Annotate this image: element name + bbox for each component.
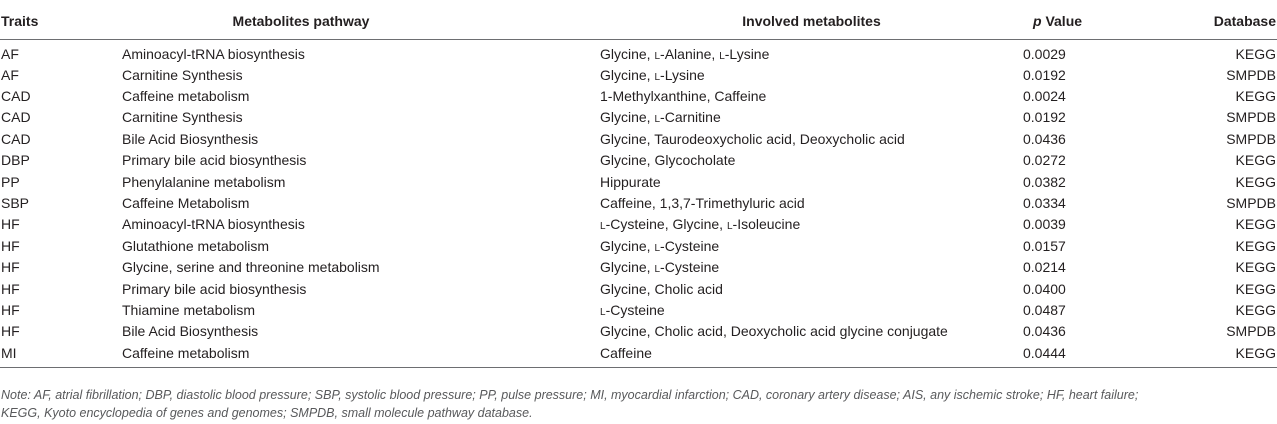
pathway-cell: Carnitine Synthesis xyxy=(122,66,243,83)
table-row xyxy=(0,192,1277,213)
header-pvalue-rest: Value xyxy=(1041,12,1083,29)
database-cell: SMPDB xyxy=(1226,66,1276,83)
header-metabolites: Involved metabolites xyxy=(600,4,1023,40)
pathway-cell: Thiamine metabolism xyxy=(122,301,256,318)
pvalue-cell: 0.0436 xyxy=(1023,130,1066,147)
metabolites-cell: Glycine, Glycocholate xyxy=(600,152,736,169)
metabolites-cell: Glycine, Taurodeoxycholic acid, Deoxycholic acid xyxy=(600,130,905,147)
database-cell: KEGG xyxy=(1146,342,1277,368)
trait-cell: HF xyxy=(1,216,20,233)
trait-cell: HF xyxy=(1,280,20,297)
pvalue-cell: 0.0039 xyxy=(1023,216,1066,233)
table-row xyxy=(0,40,1277,65)
database-cell: SMPDB xyxy=(1226,109,1276,126)
pvalue-cell: 0.0444 xyxy=(1023,342,1146,368)
metabolites-cell: Glycine, l-Carnitine xyxy=(600,109,721,126)
pathway-cell: Primary bile acid biosynthesis xyxy=(122,280,307,297)
pvalue-cell: 0.0487 xyxy=(1023,301,1066,318)
database-cell: KEGG xyxy=(1235,280,1276,297)
table-row xyxy=(0,85,1277,106)
database-cell: KEGG xyxy=(1235,259,1276,276)
pvalue-cell: 0.0334 xyxy=(1023,195,1066,212)
database-cell: KEGG xyxy=(1235,173,1276,190)
database-cell: KEGG xyxy=(1235,152,1276,169)
pathway-cell: Carnitine Synthesis xyxy=(122,109,243,126)
pvalue-cell: 0.0272 xyxy=(1023,152,1066,169)
trait-cell: PP xyxy=(1,173,20,190)
pathway-cell: Glutathione metabolism xyxy=(122,237,270,254)
metabolites-cell: Hippurate xyxy=(600,173,661,190)
pathway-cell: Caffeine metabolism xyxy=(122,88,250,105)
metabolites-cell: l-Cysteine, Glycine, l-Isoleucine xyxy=(600,216,801,233)
trait-cell: SBP xyxy=(1,195,30,212)
trait-cell: CAD xyxy=(1,130,31,147)
database-cell: SMPDB xyxy=(1226,323,1276,340)
pathway-cell: Bile Acid Biosynthesis xyxy=(122,323,259,340)
pathway-cell: Aminoacyl-tRNA biosynthesis xyxy=(122,216,305,233)
trait-cell: CAD xyxy=(1,88,31,105)
pathway-cell: Aminoacyl-tRNA biosynthesis xyxy=(122,45,305,62)
table-row xyxy=(0,235,1277,256)
metabolites-cell: Glycine, l-Lysine xyxy=(600,66,705,83)
pvalue-cell: 0.0029 xyxy=(1023,45,1066,62)
trait-cell: HF xyxy=(1,237,20,254)
pvalue-cell: 0.0192 xyxy=(1023,66,1066,83)
metabolites-cell: Glycine, l-Cysteine xyxy=(600,259,720,276)
table-row xyxy=(0,299,1277,320)
trait-cell: AF xyxy=(1,66,19,83)
pvalue-cell: 0.0192 xyxy=(1023,109,1066,126)
table-note: Note: AF, atrial fibrillation; DBP, diastolic blood pressure; SBP, systolic blood pressure; PP, pulse pressure; MI, myocardial infarction; CAD, coronary artery disease; AIS, any ischemic stroke; HF, heart failure; KEGG, Kyoto encyclopedia of genes and genomes; SMPDB, small molecule pathway database. xyxy=(1,388,1139,420)
pathway-cell: Phenylalanine metabolism xyxy=(122,173,286,190)
table-row xyxy=(0,150,1277,171)
table-row xyxy=(0,257,1277,278)
pvalue-cell: 0.0436 xyxy=(1023,323,1066,340)
pvalue-cell: 0.0400 xyxy=(1023,280,1066,297)
database-cell: SMPDB xyxy=(1226,130,1276,147)
pathway-cell: Glycine, serine and threonine metabolism xyxy=(122,259,380,276)
header-pvalue-p: p xyxy=(1033,12,1042,29)
pvalue-cell: 0.0214 xyxy=(1023,259,1066,276)
database-cell: KEGG xyxy=(1235,88,1276,105)
table-row xyxy=(0,342,1277,368)
table-row xyxy=(0,107,1277,128)
database-cell: KEGG xyxy=(1235,216,1276,233)
trait-cell: DBP xyxy=(1,152,30,169)
trait-cell: HF xyxy=(1,259,20,276)
metabolites-cell: Glycine, l-Alanine, l-Lysine xyxy=(600,45,770,62)
header-pvalue xyxy=(1023,4,1146,40)
trait-cell: HF xyxy=(1,301,20,318)
table-header xyxy=(0,4,1277,40)
database-cell: KEGG xyxy=(1235,45,1276,62)
pathway-cell: Bile Acid Biosynthesis xyxy=(122,130,259,147)
metabolites-pathway-table xyxy=(0,3,1277,368)
header-pathway: Metabolites pathway xyxy=(122,4,600,40)
trait-cell: CAD xyxy=(1,109,31,126)
table-row xyxy=(0,278,1277,299)
pvalue-cell: 0.0157 xyxy=(1023,237,1066,254)
database-cell: KEGG xyxy=(1235,237,1276,254)
pathway-cell: Primary bile acid biosynthesis xyxy=(122,152,307,169)
header-database: Database xyxy=(1146,4,1277,40)
trait-cell: MI xyxy=(0,342,122,368)
database-cell: SMPDB xyxy=(1226,195,1276,212)
pvalue-cell: 0.0024 xyxy=(1023,88,1066,105)
metabolites-cell: Glycine, Cholic acid xyxy=(600,280,723,297)
header-row xyxy=(0,4,1277,40)
table-row xyxy=(0,64,1277,85)
trait-cell: AF xyxy=(1,45,19,62)
metabolites-cell: Caffeine, 1,3,7-Trimethyluric acid xyxy=(600,195,805,212)
table-row xyxy=(0,214,1277,235)
table-row xyxy=(0,171,1277,192)
table-body xyxy=(0,40,1277,368)
table-row xyxy=(0,128,1277,149)
header-traits: Traits xyxy=(0,4,122,40)
pathway-cell: Caffeine metabolism xyxy=(122,342,600,368)
trait-cell: HF xyxy=(1,323,20,340)
metabolites-cell: Caffeine xyxy=(600,342,1023,368)
database-cell: KEGG xyxy=(1235,301,1276,318)
table-row xyxy=(0,321,1277,342)
metabolites-cell: l-Cysteine xyxy=(600,301,665,318)
metabolites-cell: 1-Methylxanthine, Caffeine xyxy=(600,88,767,105)
metabolites-cell: Glycine, l-Cysteine xyxy=(600,237,720,254)
metabolites-cell: Glycine, Cholic acid, Deoxycholic acid glycine conjugate xyxy=(600,323,948,340)
pvalue-cell: 0.0382 xyxy=(1023,173,1066,190)
pathway-cell: Caffeine Metabolism xyxy=(122,195,250,212)
